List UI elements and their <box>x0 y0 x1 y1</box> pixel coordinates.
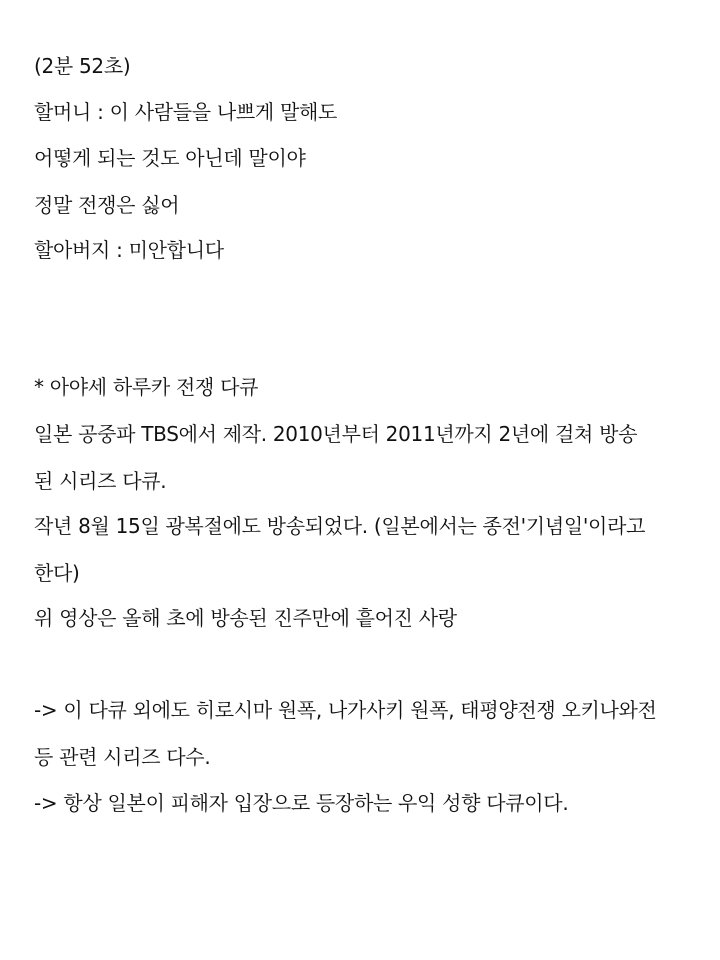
dialogue-line-grandfather: 할아버지 : 미안합니다 <box>34 238 224 262</box>
note-line: 된 시리즈 다큐. <box>34 469 167 493</box>
dialogue-line: 정말 전쟁은 싫어 <box>34 193 180 217</box>
note-heading: * 아야세 하루카 전쟁 다큐 <box>34 375 259 399</box>
comment-line: -> 항상 일본이 피해자 입장으로 등장하는 우익 성향 다큐이다. <box>34 791 569 815</box>
comment-line: -> 이 다큐 외에도 히로시마 원폭, 나가사키 원폭, 태평양전쟁 오키나와전 <box>34 698 657 722</box>
note-line: 작년 8월 15일 광복절에도 방송되었다. (일본에서는 종전'기념일'이라고 <box>34 514 646 538</box>
comment-line: 등 관련 시리즈 다수. <box>34 745 211 769</box>
note-line: 한다) <box>34 561 80 585</box>
note-line: 일본 공중파 TBS에서 제작. 2010년부터 2011년까지 2년에 걸쳐 방송 <box>34 422 638 446</box>
dialogue-line: 어떻게 되는 것도 아닌데 말이야 <box>34 146 306 170</box>
note-line: 위 영상은 올해 초에 방송된 진주만에 흩어진 사랑 <box>34 606 457 630</box>
dialogue-line-grandmother: 할머니 : 이 사람들을 나쁘게 말해도 <box>34 100 338 124</box>
timestamp: (2분 52초) <box>34 54 131 78</box>
